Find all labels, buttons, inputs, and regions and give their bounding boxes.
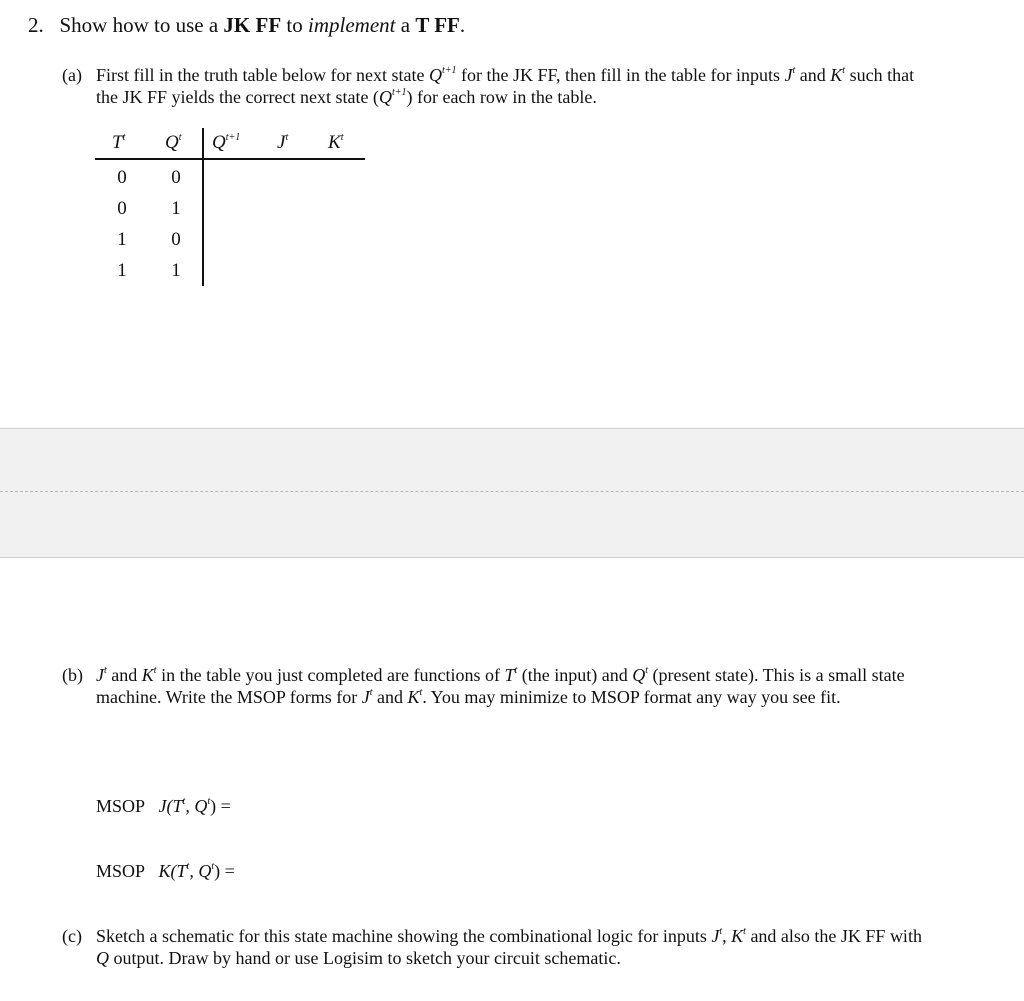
text: output. Draw by hand or use Logisim to sketch your circuit schematic. <box>113 948 621 968</box>
text: t <box>285 131 289 143</box>
sup-t1: t+1 <box>391 87 407 98</box>
text: ) for each row in the table. <box>406 87 597 107</box>
part-c-line2 <box>96 947 621 969</box>
text: t <box>122 131 126 143</box>
text: t <box>645 665 649 676</box>
text: T <box>112 132 123 153</box>
sym-q: Q <box>378 87 392 107</box>
text: t <box>719 926 723 937</box>
table-cell: 0 <box>171 167 181 188</box>
text: First fill in the truth table below for next state <box>96 65 425 85</box>
title-text: . <box>459 13 466 37</box>
part-c-label: (c) <box>62 926 82 946</box>
text: t <box>369 687 373 698</box>
text: , Q <box>189 861 212 881</box>
text: K(T <box>158 861 187 881</box>
text: t <box>419 687 423 698</box>
sym-k: K <box>407 687 420 707</box>
part-b-line1 <box>96 664 905 686</box>
text: , <box>722 926 727 946</box>
page-break-dashed-line <box>0 491 1024 492</box>
part-b-label: (b) <box>62 665 83 685</box>
part-a-label: (a) <box>62 65 82 85</box>
table-cell: 0 <box>171 229 181 250</box>
sym-k: K <box>830 65 843 85</box>
title-jk-ff: JK FF <box>223 13 282 37</box>
text: . You may minimize to MSOP format any way you see fit. <box>422 687 841 707</box>
text: Sketch a schematic for this state machine showing the combinational logic for inputs <box>96 926 707 946</box>
text: t+1 <box>225 131 241 143</box>
title-text: a <box>400 13 411 37</box>
text: t <box>211 861 215 872</box>
text: t <box>182 796 186 807</box>
text: K <box>328 132 341 153</box>
text: (the input) and <box>521 665 628 685</box>
text: (present state). This is a small state <box>652 665 905 685</box>
text: , Q <box>185 796 208 816</box>
header-q-next <box>212 132 240 154</box>
table-cell: 1 <box>117 260 127 281</box>
title-t-ff: T FF <box>415 13 460 37</box>
text: ) = <box>210 796 231 816</box>
sym-t: T <box>504 665 515 685</box>
part-b-line2 <box>96 686 841 708</box>
text: t <box>340 131 344 143</box>
text: t <box>186 861 190 872</box>
msop-j-line <box>96 795 231 817</box>
header-k <box>328 132 343 154</box>
text: Q <box>165 132 179 153</box>
table-cell: 1 <box>171 198 181 219</box>
text: t <box>207 796 211 807</box>
text: and <box>377 687 404 707</box>
title-text: Show how to use a <box>59 13 219 37</box>
sym-q: Q <box>632 665 646 685</box>
header-q <box>165 132 182 154</box>
text: for the JK FF, then fill in the table for inputs <box>460 65 780 85</box>
title-implement: implement <box>308 13 396 37</box>
text: ) = <box>214 861 235 881</box>
title-text: to <box>286 13 303 37</box>
sym-k: K <box>731 926 744 946</box>
text: and <box>799 65 826 85</box>
question-title <box>28 13 465 38</box>
table-divider <box>202 128 204 286</box>
text: t <box>178 131 182 143</box>
header-t <box>112 132 125 154</box>
sup-t: t <box>842 65 846 76</box>
table-cell: 1 <box>117 229 127 250</box>
text: t <box>743 926 746 937</box>
text: Q <box>212 132 226 153</box>
text: in the table you just completed are functions of <box>161 665 500 685</box>
table-cell: 1 <box>171 260 181 281</box>
msop-label: MSOP <box>96 861 146 881</box>
part-a-line1 <box>96 64 914 86</box>
text: J <box>277 132 286 153</box>
text: and <box>111 665 138 685</box>
text: t <box>514 665 518 676</box>
sup-t: t <box>792 65 796 76</box>
sup-t1: t+1 <box>441 65 457 76</box>
part-c-line1 <box>96 925 922 947</box>
question-number: 2. <box>28 13 44 37</box>
page-break-band <box>0 428 1024 558</box>
sym-q: Q <box>96 948 109 968</box>
sym-j: J <box>361 687 370 707</box>
table-cell: 0 <box>117 167 127 188</box>
text: t <box>104 665 107 676</box>
table-header-rule <box>95 158 365 160</box>
text: t <box>153 665 157 676</box>
sym-j: J <box>784 65 793 85</box>
text: machine. Write the MSOP forms for <box>96 687 358 707</box>
msop-k-line <box>96 860 235 882</box>
text: J(T <box>158 796 183 816</box>
sym-j: J <box>96 665 104 685</box>
sym-j: J <box>711 926 720 946</box>
part-a-line2 <box>96 86 597 108</box>
table-cell: 0 <box>117 198 127 219</box>
text: the JK FF yields the correct next state ( <box>96 87 379 107</box>
text: and also the JK FF with <box>750 926 922 946</box>
header-j <box>277 132 288 154</box>
sym-q: Q <box>428 65 442 85</box>
sym-k: K <box>141 665 154 685</box>
text: such that <box>849 65 915 85</box>
msop-label: MSOP <box>96 796 146 816</box>
